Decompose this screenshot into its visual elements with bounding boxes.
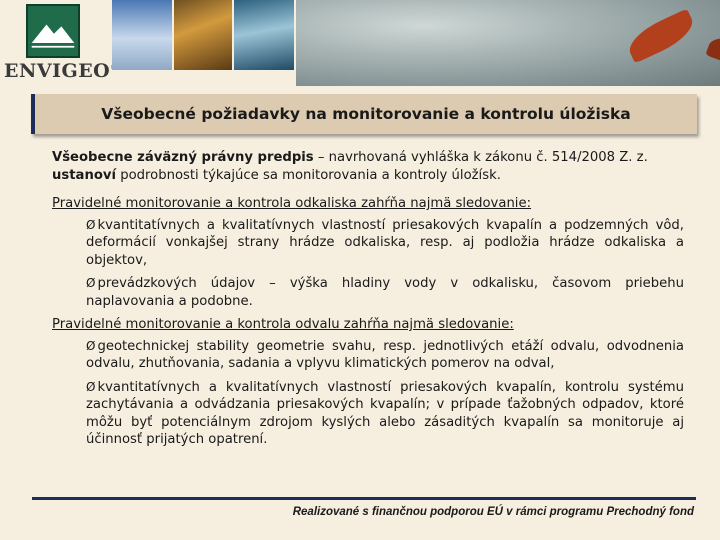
sky-photo xyxy=(112,0,172,70)
slide-title-bar xyxy=(31,94,697,134)
arrow-bullet-icon: Ø xyxy=(86,217,96,232)
footer-divider xyxy=(32,497,696,500)
arrow-bullet-icon: Ø xyxy=(86,338,96,353)
arrow-bullet-icon: Ø xyxy=(86,276,96,290)
leaf-icon xyxy=(623,9,698,64)
header-photo-banner xyxy=(112,0,720,86)
section-heading-odval: Pravidelné monitorovanie a kontrola odvalu zahŕňa najmä sledovanie: xyxy=(52,317,514,332)
list-item: Ø geotechnickej stability geometrie svahu, resp. jednotlivých etáží odvalu, odvodnenia odvalu, zhutňovania, sadania a vplyvu klimatických pomerov na odval, xyxy=(86,338,684,371)
section-heading-odkalisko: Pravidelné monitorovanie a kontrola odkaliska zahŕňa najmä sledovanie: xyxy=(52,196,532,211)
list-item: Ø kvantitatívnych a kvalitatívnych vlastností priesakových kvapalín a podzemných vôd, deformácií vonkajšej strany hrádze odkaliska, resp. aj podložia hrádze odkaliska a objektov, xyxy=(86,217,684,268)
list-item: Ø prevádzkových údajov – výška hladiny vody v odkalisku, časovom priebehu naplavovania a podobne. xyxy=(86,276,684,309)
autumn-forest-photo xyxy=(174,0,232,70)
intro-paragraph: Všeobecne záväzný právny predpis – navrhovaná vyhláška k zákonu č. 514/2008 Z. z. ustanoví podrobnosti týkajúce sa monitorovania a kontroly úložísk. xyxy=(52,150,648,183)
leaf-icon xyxy=(705,31,720,76)
list-item: Ø kvantitatívnych a kvalitatívnych vlastností priesakových kvapalín, kontrolu systému zachytávania a odvádzania priesakových kvapalín; v prípade ťažobných odpadov, ktoré môžu byť potenciálnym zdrojom kyslých alebo zásaditých kvapalín sa monitoruje aj účinnosť prijatých opatrení. xyxy=(86,379,684,447)
footer-funding-note: Realizované s finančnou podporou EÚ v rámci programu Prechodný fond xyxy=(292,506,694,518)
leaves-photo xyxy=(296,0,720,86)
logo-text: ENVIGEO xyxy=(4,60,111,82)
slide-content xyxy=(52,149,684,455)
arrow-bullet-icon: Ø xyxy=(86,379,96,394)
slide-title: Všeobecné požiadavky na monitorovanie a kontrolu úložiska xyxy=(101,105,631,123)
water-photo xyxy=(234,0,294,70)
envigeo-logo xyxy=(4,4,111,82)
mountain-logo-icon xyxy=(26,4,80,58)
